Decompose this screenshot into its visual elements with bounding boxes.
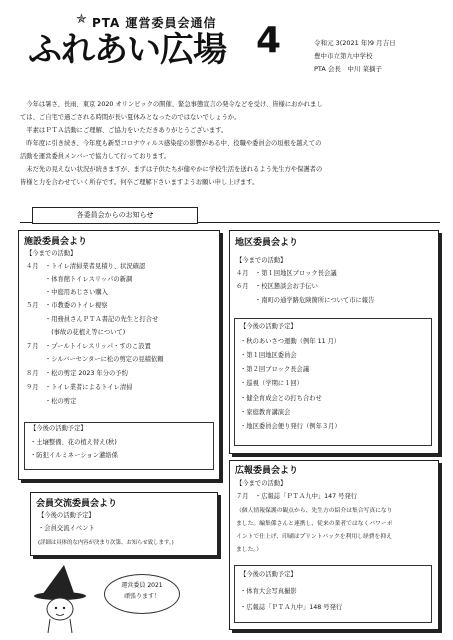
district-future-item: ・地区委員会便り発行（例年３月） xyxy=(240,423,341,430)
district-future-label: 【今後の活動予定】 xyxy=(240,323,297,330)
pr-title: 広報委員会より xyxy=(235,466,299,476)
intro-paragraph xyxy=(20,98,440,189)
facilities-line: ・松の剪定 xyxy=(26,398,77,405)
speech-bubble-text xyxy=(116,580,168,602)
issue-date: 令和元 3(2021 年)9 月吉日 xyxy=(314,39,396,47)
district-past-label: 【今までの活動】 xyxy=(236,257,287,264)
facilities-title: 施設委員会より xyxy=(24,237,88,247)
pr-line: ました。編集係さんと連携し、従来の業者ではなくパワーポ xyxy=(236,521,393,527)
intro-line: 皆様と力を合わせていく所存です。何卒ご理解下さいますようお願い申し上げます。 xyxy=(20,179,259,186)
pr-future-item: ・広報誌「ＰＴＡ九中」148 号発行 xyxy=(240,604,343,611)
facilities-line: ８月 ・松の剪定 2023 年分の予約 xyxy=(26,370,128,377)
district-future-item: ・秋のあいさつ運動（例年 11 月） xyxy=(240,338,341,345)
pr-future-label: 【今後の活動予定】 xyxy=(240,571,297,578)
facilities-future-item: ・土壌整備、花の植え替え(秋) xyxy=(30,439,117,446)
author-name: PTA 会長 中川 菜摘子 xyxy=(314,65,382,73)
facilities-line: ・シルバーセンターに松の剪定の見積依頼 xyxy=(26,356,164,363)
facilities-past-label: 【今までの活動】 xyxy=(26,250,77,257)
facilities-line: ５月 ・市教委のトイレ視察 xyxy=(26,302,108,309)
pr-line: ７月 ・広報誌「ＰＴＡ九中」147 号発行 xyxy=(236,493,358,500)
facilities-line: ・体育館トイレスリッパの新調 xyxy=(26,276,133,283)
pr-past-label: 【今までの活動】 xyxy=(236,480,287,487)
facilities-future-label: 【今後の活動予定】 xyxy=(30,425,87,432)
pr-line: イントで仕上げ、印刷はプリントパックを利用し経費を抑え xyxy=(236,534,392,540)
exchange-title: 会員交流委員会より xyxy=(36,499,118,509)
facilities-line: ４月 ・トイレ清掃業者見積り、状況確認 xyxy=(26,263,146,270)
pr-line: ました。） xyxy=(236,547,263,553)
bubble-line: 頑張ります！ xyxy=(123,593,160,600)
facilities-line: ・中庭用あじさい購入 xyxy=(26,289,108,296)
district-future-item: ・第２回ブロック長会議 xyxy=(240,366,310,373)
facilities-line: ・用務員さんＰＴＡ書記の先生と打合せ xyxy=(26,316,159,323)
newsletter-subtitle: PTA 運営委員会通信 xyxy=(92,16,217,30)
intro-line: 平素はＰＴＡ活動にご理解、ご協力をいただきありがとうございます。 xyxy=(20,127,228,134)
district-line: ・南町の通学路危険箇所について市に報告 xyxy=(236,297,375,304)
bubble-line: 運営委員 2021 xyxy=(121,582,163,589)
school-name: 豊中市立第九中学校 xyxy=(314,52,373,60)
pr-future-item: ・体育大会写真撮影 xyxy=(240,588,297,595)
exchange-future-label: 【今後の活動予定】 xyxy=(38,512,95,519)
district-future-item: ・巡視（学期に１回） xyxy=(240,380,303,387)
district-future-item: ・第１回地区委員会 xyxy=(240,352,297,359)
star-icon: ✯ xyxy=(76,12,87,27)
pr-line: （個人情報保護の観点から、先生方の紹介は集合写真になり xyxy=(236,508,393,514)
district-future-item: ・健全育成会との打ち合わせ xyxy=(240,395,322,402)
intro-line: 活動を運営委員メンバーで協力して行っております。 xyxy=(20,153,171,160)
district-line: ６月 ・校区懇談会お手伝い xyxy=(236,283,318,290)
facilities-line: ９月 ・トイレ業者によるトイレ清掃 xyxy=(26,384,133,391)
section-tab: 各委員会からのお知らせ xyxy=(32,207,198,224)
facilities-line: ７月 ・プールトイレスリッパ・すのこ設置 xyxy=(26,343,151,350)
facilities-future-item: ・防犯イルミネーション灌絡係 xyxy=(30,452,118,459)
witch-illustration-icon xyxy=(30,563,90,633)
district-line: ４月 ・第１回地区ブロック長会議 xyxy=(236,270,337,277)
intro-line: 未だ先の見えない状況が続きますが、まずは子供たちが健やかに学校生活を送れるよう先生方や保護者の xyxy=(20,166,323,173)
intro-line: 昨年度に引き続き、今年度も新型コロナウィルス感染症の影響がある中、役職や委員会の垣根を越えての xyxy=(20,140,322,147)
exchange-future-item: (詳細は具体的な内容が決まり次第、お知らせ致します。) xyxy=(38,540,174,546)
issue-number: 4 xyxy=(256,20,282,61)
facilities-line: (事故の花植え等について) xyxy=(26,329,126,336)
district-title: 地区委員会より xyxy=(235,238,299,248)
intro-line: ては、ご自宅で過ごされる時間が長い夏休みとなったのではないでしょうか。 xyxy=(20,114,241,121)
newsletter-title: ふれあい広場 xyxy=(28,30,226,70)
intro-line: 今年は暑さ、長雨、東京 2020 オリンピックの開催、緊急事態宣言の発令などを受け、皆様におかれまし xyxy=(20,101,323,108)
district-future-item: ・家庭教育講演会 xyxy=(240,409,291,416)
exchange-future-item: ・会員交流イベント xyxy=(38,525,95,532)
